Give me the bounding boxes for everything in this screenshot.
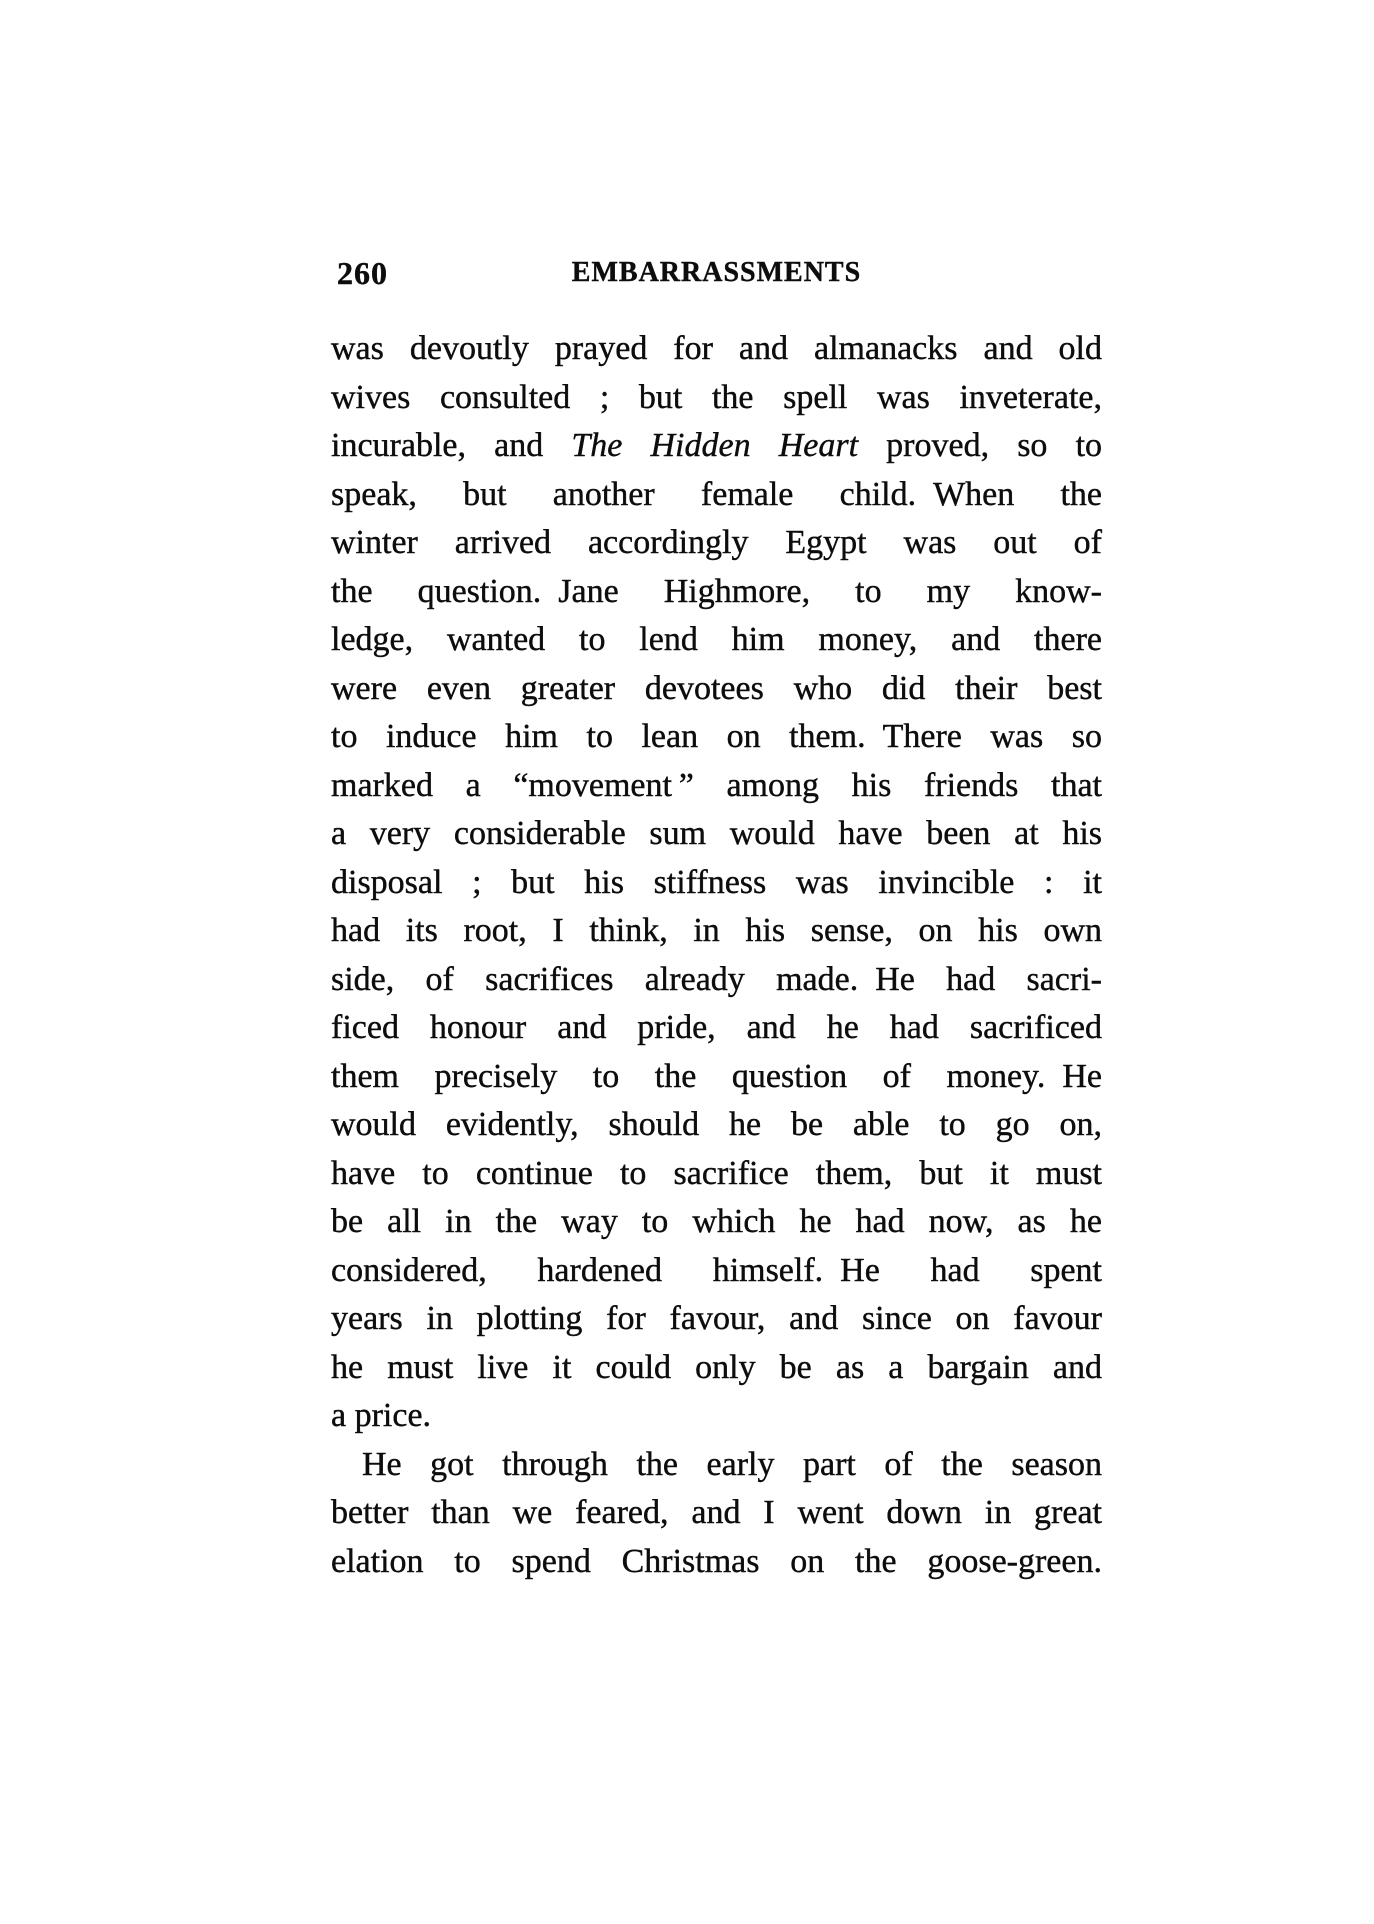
text-line: to induce him to lean on them. There was so [331,718,1102,755]
text-line: be all in the way to which he had now, as he [331,1203,1102,1240]
paragraph-end-line: elation to spend Christmas on the goose-green. [331,1542,1102,1580]
text-segment: incurable, and [331,427,572,464]
text-line: ficed honour and pride, and he had sacrificed [331,1009,1102,1046]
text-line: the question. Jane Highmore, to my know- [331,572,1102,610]
text-line: had its root, I think, in his sense, on his own [331,912,1102,949]
page-number: 260 [337,255,388,291]
text-line: a very considerable sum would have been at his [331,815,1102,852]
text-line: marked a “movement ” among his friends that [331,766,1102,804]
text-line: considered, hardened himself. He had spent [331,1251,1102,1289]
text-line: them precisely to the question of money. He [331,1057,1102,1095]
text-line [331,422,1102,471]
text-line: better than we feared, and I went down in great [331,1494,1102,1531]
book-title-italic: The Hidden Heart [571,427,859,464]
text-line: was devoutly prayed for and almanacks and old [331,330,1102,367]
text-line: would evidently, should he be able to go on, [331,1106,1102,1143]
page-text [331,325,1102,1586]
text-line: he must live it could only be as a bargain and [331,1348,1102,1386]
text-line: ledge, wanted to lend him money, and there [331,621,1102,658]
text-line: disposal ; but his stiffness was invincible : it [331,863,1102,901]
text-segment: proved, so to [858,427,1103,464]
text-line: were even greater devotees who did their best [331,669,1102,707]
running-title: EMBARRASSMENTS [571,257,862,288]
paragraph-start-line: He got through the early part of the season [362,1445,1102,1483]
text-line: winter arrived accordingly Egypt was out of [331,524,1102,561]
text-line: years in plotting for favour, and since on favour [331,1300,1102,1337]
text-line: speak, but another female child. When the [331,475,1102,513]
page-header [331,255,1102,292]
text-line: have to continue to sacrifice them, but it must [331,1154,1102,1192]
text-line: wives consulted ; but the spell was inveterate, [331,378,1102,416]
paragraph-end-line: a price. [331,1397,432,1434]
text-line: side, of sacrifices already made. He had sacri- [331,960,1102,998]
